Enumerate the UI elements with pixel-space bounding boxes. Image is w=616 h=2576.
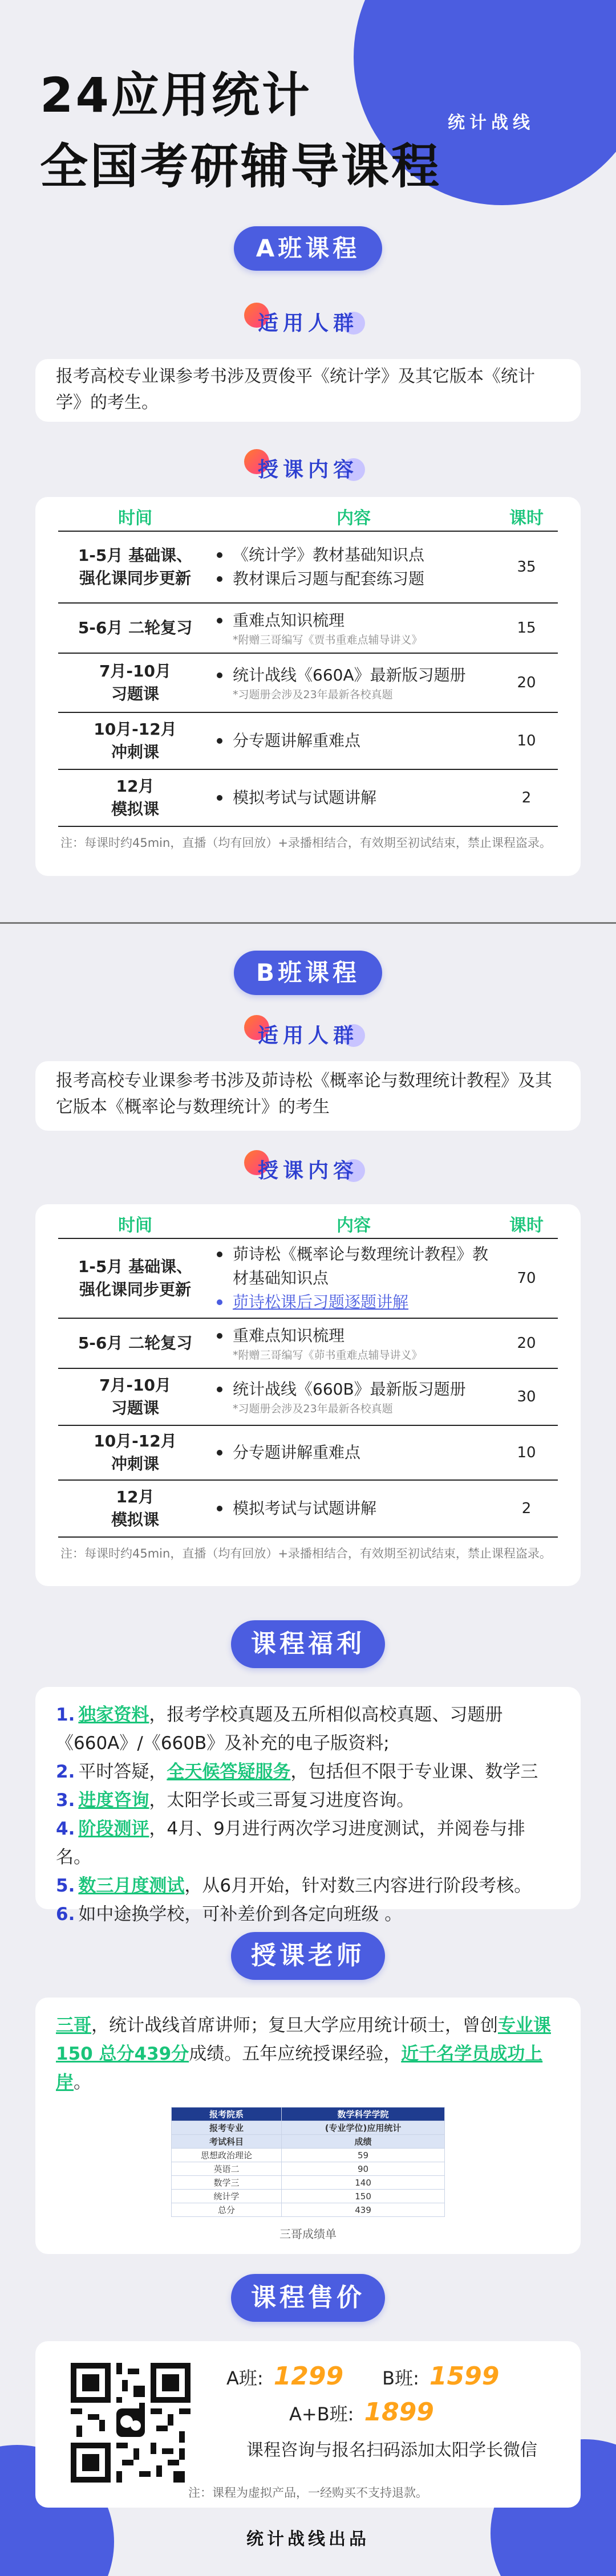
content-link[interactable]: 茆诗松课后习题逐题讲解 (212, 1290, 495, 1314)
brand-badge: 统计战线 (448, 113, 534, 133)
content-note: *习题册会涉及23年最新各校真题 (233, 1403, 393, 1415)
benefits-card (35, 1687, 581, 1925)
class-b-content-heading (240, 1147, 376, 1187)
price-a: 1299 (273, 2362, 344, 2391)
class-b-heading: B班课程 (234, 951, 382, 995)
class-b-schedule-card (35, 1204, 581, 1586)
row-time: 12月 (116, 1487, 155, 1506)
row-time: 5-6月 二轮复习 (78, 1334, 193, 1352)
table-row (58, 1368, 558, 1425)
benefit-item: 1. 独家资料，报考学校真题及五所相似高校真题、习题册《660A》/《660B》及补充的电子版资料; (56, 1705, 503, 1754)
row-time: 强化课同步更新 (79, 569, 191, 588)
row-time: 1-5月 基础课、 (78, 546, 193, 565)
col-header-content: 内容 (212, 1209, 495, 1238)
class-b-audience-heading (240, 1012, 376, 1051)
teacher-name: 三哥 (56, 2015, 91, 2036)
row-time: 模拟课 (111, 1510, 159, 1529)
row-hours: 2 (495, 1480, 558, 1537)
benefit-item: 6. 如中途换学校，可补差价到各定向班级 。 (56, 1904, 403, 1925)
subheading-text: 授课内容 (257, 1159, 358, 1183)
row-hours: 20 (495, 1318, 558, 1368)
col-header-content: 内容 (212, 502, 495, 531)
content-item: 茆诗松《概率论与数理统计教程》教材基础知识点 (212, 1242, 495, 1290)
row-time: 10月-12月 (94, 720, 177, 739)
audience-text: 报考高校专业课参考书涉及茆诗松《概率论与数理统计教程》及其它版本《概率论与数理统计》的考生 (56, 1071, 552, 1117)
class-b-audience-card (35, 1061, 581, 1131)
score-caption: 三哥成绩单 (279, 2227, 337, 2241)
table-row (58, 712, 558, 769)
subheading-text: 适用人群 (257, 1024, 358, 1047)
content-item: 重难点知识梳理 (212, 609, 495, 633)
footer-brand: 统计战线出品 (246, 2529, 370, 2549)
row-time: 强化课同步更新 (79, 1280, 191, 1299)
benefit-item: 4. 阶段测评，4月、9月进行两次学习进度测试，并阅卷与排名。 (56, 1819, 525, 1868)
col-header-hours: 课时 (495, 502, 558, 531)
row-time: 冲刺课 (111, 743, 159, 761)
row-hours: 30 (495, 1368, 558, 1425)
footnote: 注：每课时约45min，直播（均有回放）+录播相结合，有效期至初试结束，禁止课程盗录。 (60, 836, 552, 850)
hero-title-line1: 24应用统计 (40, 67, 312, 123)
row-hours: 15 (495, 603, 558, 653)
benefit-item: 3. 进度咨询，太阳学长或三哥复习进度咨询。 (56, 1790, 415, 1811)
table-row (58, 653, 558, 712)
table-row (58, 769, 558, 826)
content-note: *附赠三哥编写《贾书重难点辅导讲义》 (233, 634, 423, 646)
content-item: 分专题讲解重难点 (212, 1441, 495, 1465)
class-a-content-heading (240, 446, 376, 486)
row-time: 7月-10月 (99, 662, 172, 680)
table-row (58, 1425, 558, 1480)
content-note: *附赠三哥编写《茆书重难点辅导讲义》 (233, 1349, 423, 1362)
row-hours: 10 (495, 712, 558, 769)
row-time: 习题课 (111, 684, 159, 703)
audience-text: 报考高校专业课参考书涉及贾俊平《统计学》及其它版本《统计学》的考生。 (56, 366, 535, 413)
table-row (58, 1480, 558, 1537)
content-item: 教材课后习题与配套练习题 (212, 567, 495, 591)
row-time: 7月-10月 (99, 1376, 172, 1395)
qr-code-icon[interactable] (71, 2363, 191, 2483)
row-time: 习题课 (111, 1399, 159, 1417)
content-item: 模拟考试与试题讲解 (212, 1497, 495, 1521)
score-table: 报考院系 数学科学学院 报考专业 (专业学位)应用统计 考试科目 成绩 思想政治理论 59 英语二 90 数学三 140 统计学 150 总分 439 (171, 2107, 445, 2217)
class-a-heading: A班课程 (234, 226, 382, 271)
row-time: 1-5月 基础课、 (78, 1257, 193, 1276)
content-item: 分专题讲解重难点 (212, 729, 495, 753)
content-note: *习题册会涉及23年最新各校真题 (233, 688, 393, 701)
table-row (58, 531, 558, 603)
class-a-audience-card (35, 359, 581, 422)
row-hours: 70 (495, 1238, 558, 1318)
consult-text: 课程咨询与报名扫码添加太阳学长微信 (246, 2440, 537, 2460)
score-sheet (56, 2107, 560, 2241)
schedule-table (58, 502, 558, 827)
teacher-bio: 三哥，统计战线首席讲师；复旦大学应用统计硕士，曾创专业课150 总分439分成绩。五年应统授课经验，近千名学员成功上岸。 (56, 2015, 551, 2093)
pricing-heading: 课程售价 (231, 2274, 385, 2322)
price-a-label: A班: (226, 2367, 264, 2389)
teacher-heading: 授课老师 (231, 1932, 385, 1980)
row-time: 冲刺课 (111, 1454, 159, 1473)
content-item: 《统计学》教材基础知识点 (212, 543, 495, 567)
subheading-text: 适用人群 (257, 312, 358, 335)
row-time: 5-6月 二轮复习 (78, 618, 193, 637)
class-a-audience-heading (240, 299, 376, 339)
subheading-text: 授课内容 (257, 458, 358, 482)
class-a-schedule-card (35, 497, 581, 876)
hero-title-line2: 全国考研辅导课程 (40, 138, 442, 194)
row-time: 12月 (116, 777, 155, 796)
schedule-table (58, 1209, 558, 1538)
benefit-item: 2. 平时答疑，全天候答疑服务，包括但不限于专业课、数学三 (56, 1762, 538, 1782)
col-header-time: 时间 (58, 502, 212, 531)
row-time: 10月-12月 (94, 1432, 177, 1450)
price-ab: 1899 (364, 2398, 434, 2427)
table-row (58, 603, 558, 653)
divider (0, 922, 616, 924)
refund-note: 注：课程为虚拟产品，一经购买不支持退款。 (188, 2486, 428, 2500)
col-header-hours: 课时 (495, 1209, 558, 1238)
row-hours: 10 (495, 1425, 558, 1480)
row-hours: 2 (495, 769, 558, 826)
row-time: 模拟课 (111, 800, 159, 818)
table-row (58, 1238, 558, 1318)
price-block (226, 2362, 557, 2461)
benefit-item: 5. 数三月度测试，从6月开始，针对数三内容进行阶段考核。 (56, 1876, 532, 1896)
teacher-card (35, 1998, 581, 2254)
content-item: 统计战线《660A》最新版习题册 (212, 663, 495, 687)
table-row (58, 1318, 558, 1368)
content-item: 模拟考试与试题讲解 (212, 786, 495, 810)
price-b: 1599 (429, 2362, 500, 2391)
price-ab-label: A+B班: (289, 2403, 354, 2425)
row-hours: 35 (495, 531, 558, 603)
content-item: 统计战线《660B》最新版习题册 (212, 1377, 495, 1401)
benefits-heading: 课程福利 (231, 1620, 385, 1668)
pricing-card (35, 2341, 581, 2508)
footnote: 注：每课时约45min，直播（均有回放）+录播相结合，有效期至初试结束，禁止课程盗录。 (60, 1547, 552, 1560)
content-item: 重难点知识梳理 (212, 1324, 495, 1348)
row-hours: 20 (495, 653, 558, 712)
col-header-time: 时间 (58, 1209, 212, 1238)
price-b-label: B班: (382, 2367, 419, 2389)
